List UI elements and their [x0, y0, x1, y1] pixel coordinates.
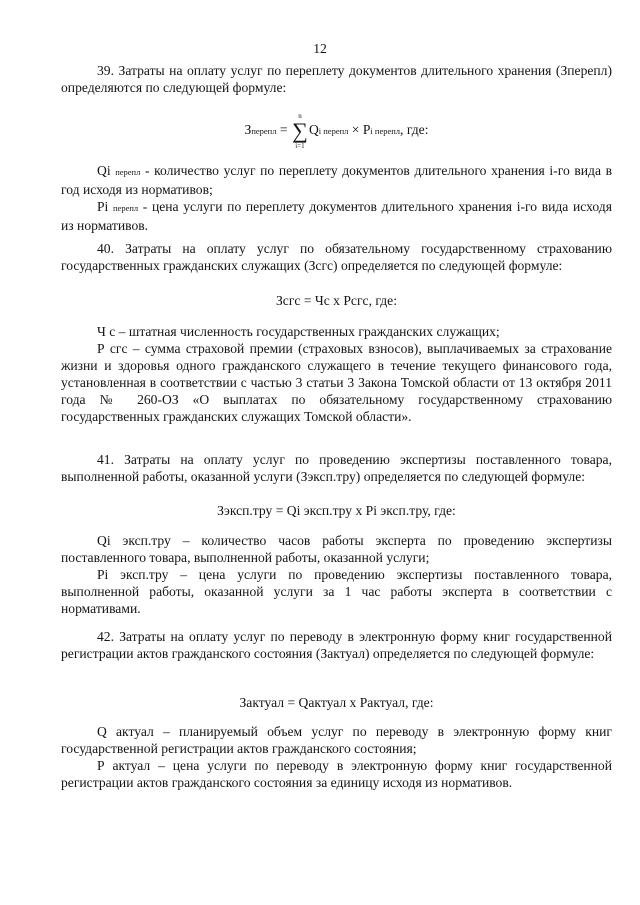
item-40-def-2: Р сгс – сумма страховой премии (страховых взносов), выплачиваемых за страхование жизни и здоровья одного гражданского служащего в течение текущего финансового года, установленная в соответствии с частью 3 статьи 3 Закона Томской области от 13 октября 2011 года № 260-ОЗ «О выплатах по обязательному государственному страхованию государственных гражданских служащих Томской области». — [61, 341, 612, 424]
formula-lhs: З — [244, 122, 252, 138]
item-42-def-1: Q актуал – планируемый объем услуг по переводу в электронную форму книг государственной регистрации актов гражданского состояния; — [61, 724, 612, 756]
def-1-sub: перепл — [115, 167, 141, 177]
sum-top: n — [298, 112, 302, 120]
item-41-def-1: Qi эксп.тру – количество часов работы эксперта по проведению экспертизы поставленного товара, выполненной работы, оказанной услуги; — [61, 533, 612, 565]
formula-q: Q — [308, 122, 319, 138]
sum-bottom: i=1 — [295, 142, 305, 150]
item-41-definitions — [61, 532, 612, 617]
formula-tail: , где: — [400, 122, 429, 138]
item-41-text: 41. Затраты на оплату услуг по проведению экспертизы поставленного товара, выполненной работы, оказанной услуги (Зэксп.тру) определяется по следующей формуле: — [61, 452, 612, 484]
formula-eq: = — [276, 122, 291, 138]
def-1-text: - количество услуг по переплету документов длительного хранения i-го вида в год исходя из нормативов; — [61, 163, 613, 197]
item-39-def-2 — [61, 198, 612, 234]
item-41-paragraph — [61, 451, 612, 485]
item-42-formula: Зактуал = Qактуал x Рактуал, где: — [239, 695, 434, 710]
item-39-formula — [61, 112, 612, 150]
item-40-paragraph — [61, 240, 612, 274]
item-42-text: 42. Затраты на оплату услуг по переводу в электронную форму книг государственной регистрации актов гражданского состояния (Зактуал) определяется по следующей формуле: — [61, 629, 612, 661]
def-2-symbol: Pi — [97, 199, 109, 214]
formula-q-sub: i перепл — [318, 126, 349, 137]
def-2-text: - цена услуги по переплету документов длительного хранения i-го вида исходя из нормативов. — [61, 199, 612, 233]
item-42-definitions — [61, 723, 612, 791]
formula-lhs-sub: перепл — [251, 126, 277, 137]
item-39-definitions — [61, 162, 612, 234]
item-42-def-2: Р актуал – цена услуги по переводу в электронную форму книг государственной регистрации актов гражданского состояния за единицу исходя из нормативов. — [61, 758, 612, 790]
item-40-def-1: Ч с – штатная численность государственных гражданских служащих; — [97, 324, 500, 339]
def-2-sub: перепл — [113, 203, 139, 213]
item-40-formula: Зсгс = Чс x Рсгс, где: — [275, 293, 397, 308]
item-41-formula: Зэксп.тру = Qi эксп.тру x Pi эксп.тру, где: — [217, 503, 456, 518]
formula-p-sub: i перепл — [370, 126, 401, 137]
item-39-paragraph — [61, 62, 612, 96]
formula-p: P — [362, 122, 371, 138]
item-42-paragraph — [61, 628, 612, 662]
formula-times: × — [348, 122, 363, 138]
item-41-def-2: Pi эксп.тру – цена услуги по проведению экспертизы поставленного товара, выполненной работы, оказанной услуги за 1 час работы эксперта в соответствии с нормативами. — [61, 567, 612, 616]
page-number: 12 — [313, 41, 327, 56]
sum-symbol: n ∑ i=1 — [292, 112, 308, 150]
item-40-definitions — [61, 323, 612, 425]
item-39-def-1 — [61, 162, 612, 198]
item-39-text: 39. Затраты на оплату услуг по переплету документов длительного хранения (Зперепл) определяются по следующей формуле: — [61, 63, 612, 95]
def-1-symbol: Qi — [97, 163, 111, 178]
item-40-text: 40. Затраты на оплату услуг по обязательному государственному страхованию государственных гражданских служащих (Зсгс) определяется по следующей формуле: — [61, 241, 612, 273]
